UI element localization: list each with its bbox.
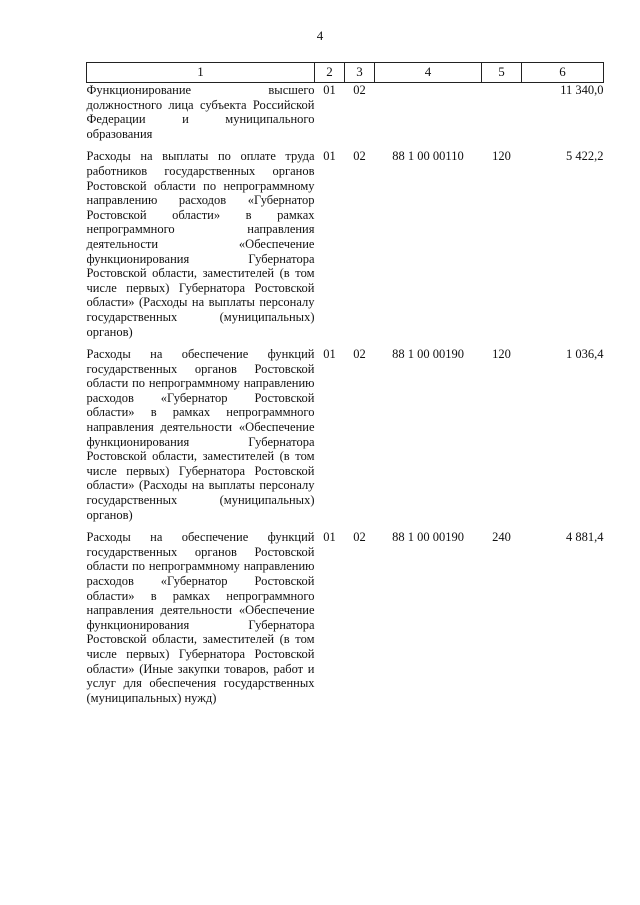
row-sum: 4 881,4 xyxy=(566,530,604,545)
table-row xyxy=(87,83,604,142)
header-col-5: 5 xyxy=(482,63,522,83)
row-target-article: 88 1 00 00110 xyxy=(392,149,464,164)
header-col-4: 4 xyxy=(375,63,482,83)
row-sum: 5 422,2 xyxy=(566,149,604,164)
page-number: 4 xyxy=(316,28,324,43)
row-name: Расходы на выплаты по оплате труда работников государственных органов Ростовской области по непрограммному направлению расходов «Губернатор Ростовской области» в рамках непрограммного направления деятельности «Обеспечение функционирования Губернатора Ростовской области, заместителей (в том числе первых) Губернатора Ростовской области» (Расходы на выплаты персоналу государственных (муниципальных) органов) xyxy=(86,149,315,339)
header-col-2: 2 xyxy=(315,63,345,83)
row-section: 01 xyxy=(323,530,336,545)
table-row xyxy=(87,149,604,339)
row-target-article: 88 1 00 00190 xyxy=(392,530,464,545)
row-sum: 1 036,4 xyxy=(566,347,604,362)
row-section: 01 xyxy=(323,149,336,164)
header-col-3: 3 xyxy=(345,63,375,83)
row-section: 01 xyxy=(323,83,336,97)
row-expense-type: 240 xyxy=(492,530,511,545)
row-subsection: 02 xyxy=(353,83,366,97)
row-subsection: 02 xyxy=(353,347,366,362)
row-expense-type xyxy=(482,83,522,142)
row-subsection: 02 xyxy=(353,530,366,545)
header-col-6: 6 xyxy=(522,63,604,83)
row-name: Расходы на обеспечение функций государственных органов Ростовской области по непрограммному направлению расходов «Губернатор Ростовской области» в рамках непрограммного направления деятельности «Обеспечение функционирования Губернатора Ростовской области, заместителей (в том числе первых) Губернатора Ростовской области» (Иные закупки товаров, работ и услуг для обеспечения государственных (муниципальных) нужд) xyxy=(86,530,315,705)
row-sum: 11 340,0 xyxy=(560,83,604,97)
table-header-row xyxy=(87,63,604,83)
row-name: Расходы на обеспечение функций государственных органов Ростовской области по непрограммному направлению расходов «Губернатор Ростовской области» в рамках непрограммного направления деятельности «Обеспечение функционирования Губернатора Ростовской области, заместителей (в том числе первых) Губернатора Ростовской области» (Расходы на выплаты персоналу государственных (муниципальных) органов) xyxy=(86,347,315,522)
header-col-1: 1 xyxy=(87,63,315,83)
row-name: Функционирование высшего должностного лица субъекта Российской Федерации и муниципального образования xyxy=(86,83,315,141)
table-row xyxy=(87,347,604,522)
row-subsection: 02 xyxy=(353,149,366,164)
row-expense-type: 120 xyxy=(492,149,511,164)
row-expense-type: 120 xyxy=(492,347,511,362)
table-row xyxy=(87,530,604,705)
row-section: 01 xyxy=(323,347,336,362)
budget-table xyxy=(86,62,604,705)
row-target-article: 88 1 00 00190 xyxy=(392,347,464,362)
row-target-article xyxy=(375,83,482,142)
